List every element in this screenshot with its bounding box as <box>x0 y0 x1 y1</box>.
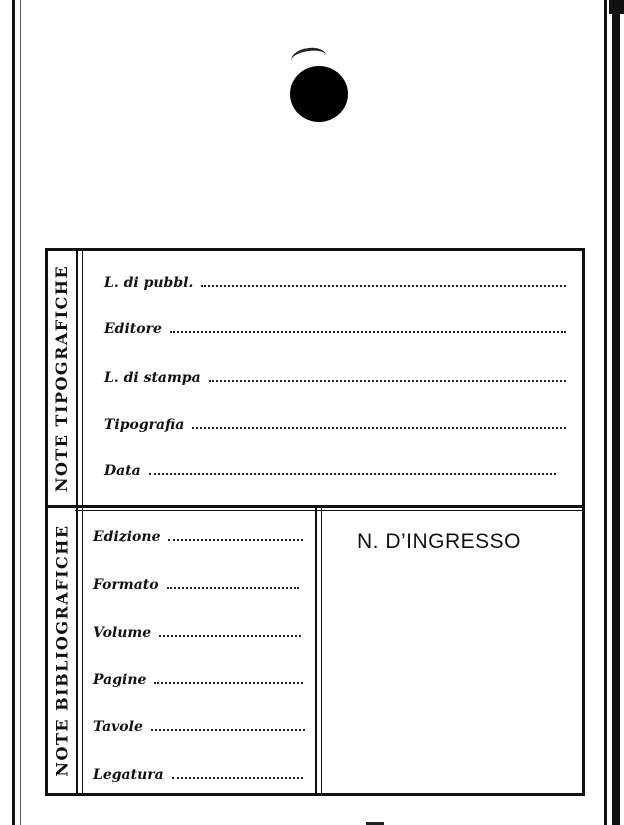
field-label: Pagine <box>93 672 147 688</box>
field-label: Legatura <box>93 767 164 783</box>
note-bibliografiche-title: NOTE BIBLIOGRAFICHE <box>52 524 72 777</box>
ingresso-divider <box>315 508 317 796</box>
field-label: Data <box>104 463 141 479</box>
bibliografiche-column-rule <box>76 508 78 793</box>
field-luogo-pubblicazione[interactable] <box>104 275 566 291</box>
field-label: Volume <box>93 625 152 641</box>
field-data[interactable] <box>104 463 556 479</box>
field-pagine[interactable] <box>93 672 303 688</box>
field-label: Tipografia <box>104 417 185 433</box>
left-edge-line <box>12 0 15 825</box>
field-label: Editore <box>104 321 162 337</box>
field-luogo-stampa[interactable] <box>104 370 566 386</box>
note-tipografiche-title: NOTE TIPOGRAFICHE <box>52 264 72 492</box>
field-legatura[interactable] <box>93 767 303 783</box>
punch-hole <box>290 66 348 122</box>
field-tavole[interactable] <box>93 719 305 735</box>
section-divider-thin <box>75 510 585 511</box>
field-editore[interactable] <box>104 321 566 337</box>
fill-line <box>154 682 303 684</box>
tipografiche-column-rule <box>76 251 78 505</box>
field-label: Formato <box>93 577 159 593</box>
fill-line <box>159 635 301 637</box>
fill-line <box>172 777 303 779</box>
field-label: Edizione <box>93 529 161 545</box>
left-edge-line-inner <box>20 0 21 825</box>
tipografiche-column-rule-2 <box>82 251 83 505</box>
field-label: L. di stampa <box>104 370 201 386</box>
field-volume[interactable] <box>93 625 301 641</box>
fill-line <box>170 331 566 333</box>
fill-line <box>201 285 566 287</box>
fill-line <box>167 587 299 589</box>
bibliografiche-column-rule-2 <box>82 508 83 793</box>
fill-line <box>151 729 305 731</box>
field-edizione[interactable] <box>93 529 303 545</box>
numero-ingresso-label: N. D’INGRESSO <box>357 530 522 553</box>
fill-line <box>192 427 566 429</box>
field-formato[interactable] <box>93 577 299 593</box>
top-corner-mark <box>609 0 624 14</box>
right-edge-strip <box>612 0 620 825</box>
fill-line <box>149 473 556 475</box>
field-label: Tavole <box>93 719 143 735</box>
fill-line <box>209 380 566 382</box>
ingresso-divider-2 <box>321 508 322 796</box>
right-edge-line <box>604 0 607 825</box>
field-label: L. di pubbl. <box>104 275 194 291</box>
field-tipografia[interactable] <box>104 417 566 433</box>
fill-line <box>168 539 303 541</box>
